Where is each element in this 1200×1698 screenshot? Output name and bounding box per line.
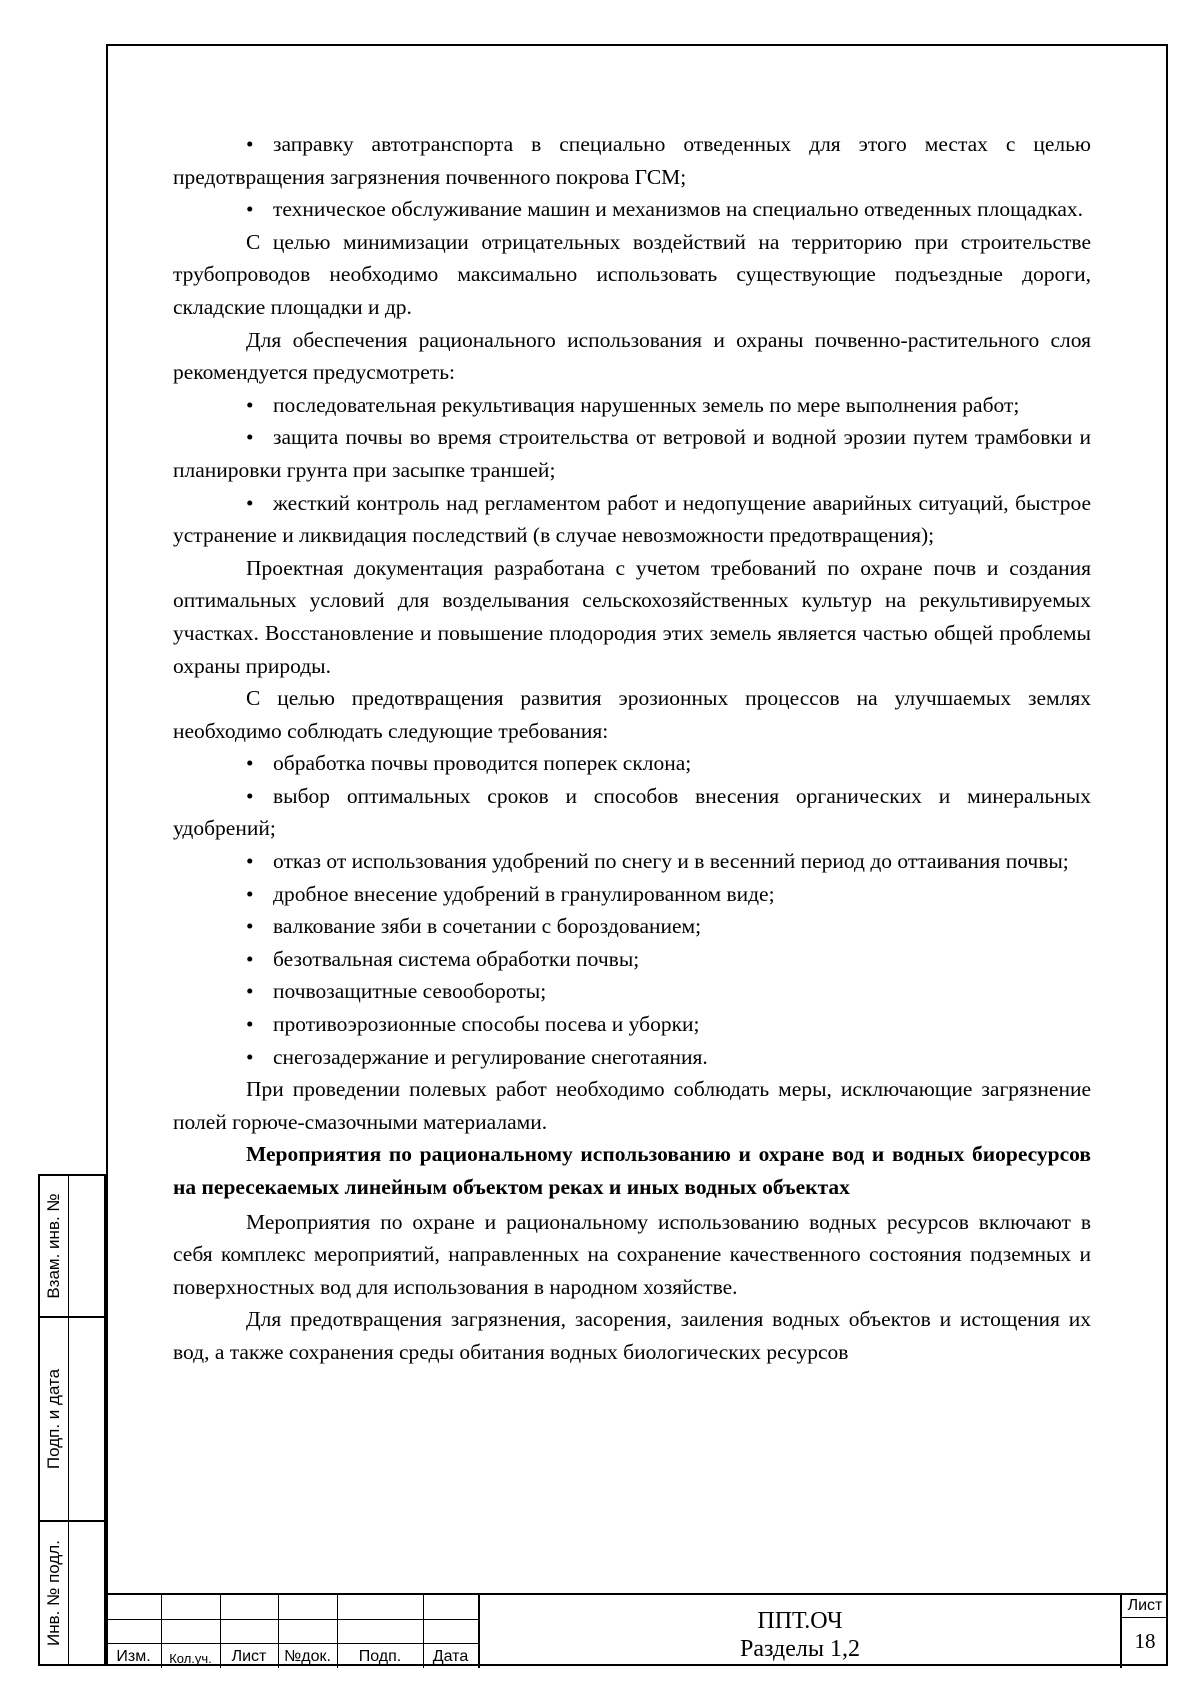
bullet-item [173, 1008, 1091, 1041]
stamp-col-izm: Изм. [116, 1648, 151, 1665]
bullet-text: почвозащитные севообороты; [273, 979, 547, 1004]
section-heading: Мероприятия по рациональному использованию и охране вод и водных биоресурсов на пересекаемых линейным объектом реках и иных водных объектах [173, 1142, 1091, 1199]
bullet-icon: • [246, 783, 254, 808]
bullet-icon: • [246, 751, 254, 776]
paragraph: С целью предотвращения развития эрозионных процессов на улучшаемых землях необходимо соблюдать следующие требования: [173, 686, 1091, 743]
bullet-item [173, 747, 1091, 780]
bullet-icon: • [246, 1044, 254, 1069]
bullet-text: валкование зяби в сочетании с бороздованием; [273, 914, 702, 939]
paragraph: Для обеспечения рационального использования и охраны почвенно-растительного слоя рекомендуется предусмотреть: [173, 327, 1091, 385]
paragraph: Проектная документация разработана с учетом требований по охране почв и создания оптимальных условий для возделывания сельскохозяйственных культур на рекультивируемых участках. Восстановление и повышение плодородия этих земель является частью общей проблемы охраны природы. [173, 555, 1091, 678]
bullet-item [173, 1041, 1091, 1074]
document-body [173, 128, 1091, 1369]
bullet-text: защита почвы во время строительства от ветровой и водной эрозии путем трамбовки и планировки грунта при засыпке траншей; [173, 425, 1091, 482]
paragraph: С целью минимизации отрицательных воздействий на территорию при строительстве трубопроводов необходимо максимально использовать существующие подъездные дороги, складские площадки и др. [173, 229, 1091, 319]
bullet-text: заправку автотранспорта в специально отведенных для этого местах с целью предотвращения загрязнения почвенного покрова ГСМ; [173, 132, 1091, 189]
side-label-inv-zam: Взам. инв. № [44, 1193, 63, 1299]
paragraph: Мероприятия по охране и рациональному использованию водных ресурсов включают в себя комплекс мероприятий, направленных на сохранение качественного состояния подземных и поверхностных вод для использования в народном хозяйстве. [173, 1209, 1091, 1299]
bullet-text: противоэрозионные способы посева и уборки; [273, 1012, 700, 1037]
bullet-item [173, 910, 1091, 943]
stamp-col-ndok: №док. [284, 1648, 331, 1665]
bullet-text: жесткий контроль над регламентом работ и недопущение аварийных ситуаций, быстрое устранение и ликвидация последствий (в случае невозможности предотвращения); [173, 490, 1091, 548]
bullet-item [173, 389, 1091, 422]
bullet-icon: • [246, 392, 254, 417]
bullet-text: выбор оптимальных сроков и способов внесения органических и минеральных удобрений; [173, 783, 1091, 841]
bullet-icon: • [246, 132, 254, 156]
sheet-label: Лист [1122, 1595, 1168, 1618]
sheet-cell [1122, 1595, 1168, 1668]
doc-code: ППТ.ОЧ [757, 1608, 843, 1634]
bullet-icon: • [246, 1012, 254, 1037]
stamp-col-data: Дата [432, 1648, 469, 1665]
title-block [106, 1593, 1168, 1668]
side-box-inv-orig [38, 1520, 106, 1666]
doc-title: Разделы 1,2 [739, 1636, 860, 1662]
bullet-item [173, 128, 1091, 193]
stamp-title-cell [478, 1595, 1122, 1668]
stamp-col-kol-uch: Кол.уч. [169, 1651, 212, 1666]
paragraph: Для предотвращения загрязнения, засорения, заиления водных объектов и истощения их вод, а также сохранения среды обитания водных биологических ресурсов [173, 1307, 1091, 1364]
bullet-item [173, 421, 1091, 486]
bullet-item [173, 975, 1091, 1008]
stamp-col-podp: Подп. [358, 1648, 402, 1665]
bullet-icon: • [246, 490, 254, 515]
bullet-text: безотвальная система обработки почвы; [273, 946, 640, 971]
bullet-text: отказ от использования удобрений по снегу и в весенний период до оттаивания почвы; [273, 849, 1069, 874]
bullet-icon: • [246, 914, 254, 939]
side-label-inv-orig: Инв. № подл. [44, 1540, 63, 1646]
side-box-inv-zam [38, 1174, 106, 1318]
bullet-text: техническое обслуживание машин и механизмов на специально отведенных площадках. [273, 197, 1083, 222]
revision-grid [106, 1595, 478, 1668]
bullet-icon: • [246, 425, 254, 450]
bullet-icon: • [246, 849, 254, 874]
bullet-icon: • [246, 946, 254, 971]
bullet-text: дробное внесение удобрений в гранулированном виде; [273, 881, 775, 906]
sheet-number: 18 [1134, 1629, 1156, 1653]
bullet-item [173, 780, 1091, 845]
paragraph: При проведении полевых работ необходимо соблюдать меры, исключающие загрязнение полей горюче-смазочными материалами. [173, 1077, 1091, 1134]
bullet-item [173, 193, 1091, 226]
stamp-col-list: Лист [231, 1648, 267, 1665]
bullet-text: обработка почвы проводится поперек склона; [273, 751, 692, 776]
bullet-text: последовательная рекультивация нарушенных земель по мере выполнения работ; [273, 392, 1020, 417]
bullet-item [173, 487, 1091, 552]
bullet-text: снегозадержание и регулирование снеготаяния. [273, 1044, 708, 1069]
bullet-item [173, 943, 1091, 976]
bullet-item [173, 845, 1091, 878]
bullet-item [173, 878, 1091, 911]
side-box-sign-date [38, 1316, 106, 1522]
bullet-icon: • [246, 979, 254, 1004]
bullet-icon: • [246, 197, 254, 222]
bullet-icon: • [246, 881, 254, 906]
side-label-sign-date: Подп. и дата [44, 1368, 63, 1470]
